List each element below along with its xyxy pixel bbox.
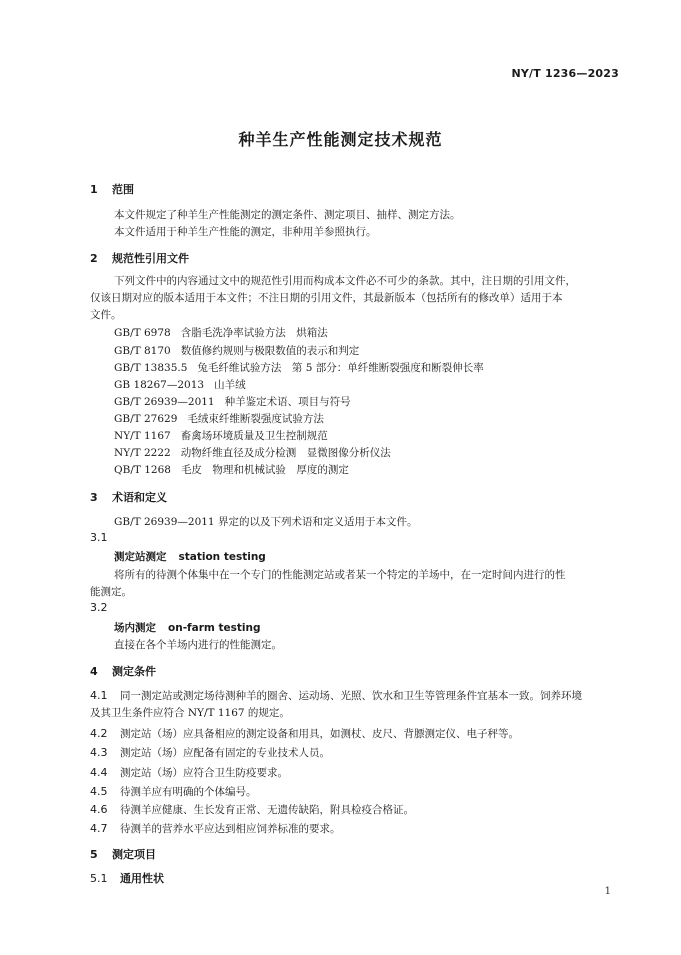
term-heading (114, 549, 266, 564)
clause-text: 测定站（场）应符合卫生防疫要求。 (120, 767, 288, 779)
section-number: 1 (90, 183, 98, 196)
section-5-heading (90, 846, 156, 862)
section-title: 规范性引用文件 (112, 252, 189, 265)
reference-item (114, 325, 328, 340)
term-zh: 场内测定 (114, 622, 156, 634)
section-number: 4 (90, 665, 98, 678)
section-1-heading (90, 181, 134, 197)
reference-item (114, 445, 391, 460)
reference-item (114, 411, 324, 426)
reference-code: NY/T 1167 (114, 430, 171, 442)
reference-item (114, 343, 359, 358)
section-title: 范围 (112, 183, 134, 196)
clause-text: 待测羊应有明确的个体编号。 (120, 786, 257, 798)
paragraph: GB/T 26939—2011 界定的以及下列术语和定义适用于本文件。 (114, 516, 418, 528)
standard-code: NY/T 1236—2023 (511, 67, 619, 80)
section-title: 测定项目 (112, 848, 156, 861)
subsection-number: 5.1 (90, 872, 108, 885)
clause-number: 4.2 (90, 727, 108, 740)
section-number: 3 (90, 491, 98, 504)
term-heading (114, 620, 260, 635)
section-title: 术语和定义 (112, 491, 167, 504)
paragraph-line: 下列文件中的内容通过文中的规范性引用而构成本文件必不可少的条款。其中，注日期的引用文件， (114, 275, 576, 287)
clause-item (90, 821, 341, 836)
paragraph: 本文件适用于种羊生产性能的测定，非种用羊参照执行。 (114, 226, 377, 238)
paragraph-line: 文件。 (90, 309, 122, 321)
term-zh: 测定站测定 (114, 551, 167, 563)
document-title: 种羊生产性能测定技术规范 (238, 130, 443, 149)
reference-code: GB/T 8170 (114, 345, 171, 357)
reference-title: 畜禽场环境质量及卫生控制规范 (180, 430, 328, 442)
clause-item (90, 745, 330, 760)
reference-title: 含脂毛洗净率试验方法 烘箱法 (180, 327, 328, 339)
reference-item (114, 394, 351, 409)
clause-text: 测定站（场）应配备有固定的专业技术人员。 (120, 747, 330, 759)
section-2-heading (90, 250, 189, 266)
section-3-heading (90, 489, 167, 505)
section-4-heading (90, 663, 156, 679)
clause-item (90, 726, 519, 741)
page-number: 1 (604, 886, 611, 897)
clause-text: 待测羊的营养水平应达到相应饲养标准的要求。 (120, 823, 341, 835)
reference-item (114, 377, 246, 392)
clause-text: 同一测定站或测定场待测种羊的圈舍、运动场、光照、饮水和卫生等管理条件宜基本一致。饲养环境 (120, 690, 582, 702)
term-en: station testing (178, 551, 266, 563)
clause-number: 4.7 (90, 822, 108, 835)
clause-text-continued: 及其卫生条件应符合 NY/T 1167 的规定。 (90, 707, 290, 719)
clause-item (90, 802, 414, 817)
clause-item (90, 765, 288, 780)
clause-text: 待测羊应健康、生长发育正常、无遗传缺陷，附具检疫合格证。 (120, 804, 414, 816)
term-number: 3.1 (90, 531, 108, 544)
reference-code: GB/T 13835.5 (114, 362, 188, 374)
reference-item (114, 360, 484, 375)
clause-number: 4.6 (90, 803, 108, 816)
paragraph-line: 仅该日期对应的版本适用于本文件；不注日期的引用文件，其最新版本（包括所有的修改单）适用于本 (90, 292, 563, 304)
term-definition-line: 将所有的待测个体集中在一个专门的性能测定站或者某一个特定的羊场中，在一定时间内进行的性 (114, 569, 566, 581)
clause-item (90, 688, 582, 703)
reference-title: 兔毛纤维试验方法 第 5 部分：单纤维断裂强度和断裂伸长率 (197, 362, 484, 374)
reference-code: GB 18267—2013 (114, 379, 205, 391)
term-definition-line: 能测定。 (90, 586, 132, 598)
reference-title: 毛皮 物理和机械试验 厚度的测定 (180, 464, 349, 476)
reference-title: 动物纤维直径及成分检测 显微图像分析仪法 (180, 447, 391, 459)
section-number: 2 (90, 252, 98, 265)
reference-item (114, 462, 349, 477)
clause-number: 4.4 (90, 766, 108, 779)
reference-title: 山羊绒 (214, 379, 246, 391)
paragraph: 本文件规定了种羊生产性能测定的测定条件、测定项目、抽样、测定方法。 (114, 209, 461, 221)
reference-title: 毛绒束纤维断裂强度试验方法 (187, 413, 324, 425)
reference-code: QB/T 1268 (114, 464, 171, 476)
reference-code: GB/T 26939—2011 (114, 396, 215, 408)
term-number: 3.2 (90, 601, 108, 614)
clause-number: 4.3 (90, 746, 108, 759)
term-en: on-farm testing (168, 622, 261, 634)
reference-title: 种羊鉴定术语、项目与符号 (224, 396, 351, 408)
reference-item (114, 428, 328, 443)
section-title: 测定条件 (112, 665, 156, 678)
reference-title: 数值修约规则与极限数值的表示和判定 (180, 345, 360, 357)
clause-text: 测定站（场）应具备相应的测定设备和用具，如测杖、皮尺、背膘测定仪、电子秤等。 (120, 728, 519, 740)
section-number: 5 (90, 848, 98, 861)
reference-code: GB/T 6978 (114, 327, 171, 339)
clause-number: 4.1 (90, 689, 108, 702)
subsection-5-1-heading (90, 870, 164, 886)
term-definition-line: 直接在各个羊场内进行的性能测定。 (114, 639, 282, 651)
subsection-title: 通用性状 (120, 872, 164, 885)
clause-item (90, 784, 257, 799)
clause-number: 4.5 (90, 785, 108, 798)
reference-code: GB/T 27629 (114, 413, 178, 425)
reference-code: NY/T 2222 (114, 447, 171, 459)
